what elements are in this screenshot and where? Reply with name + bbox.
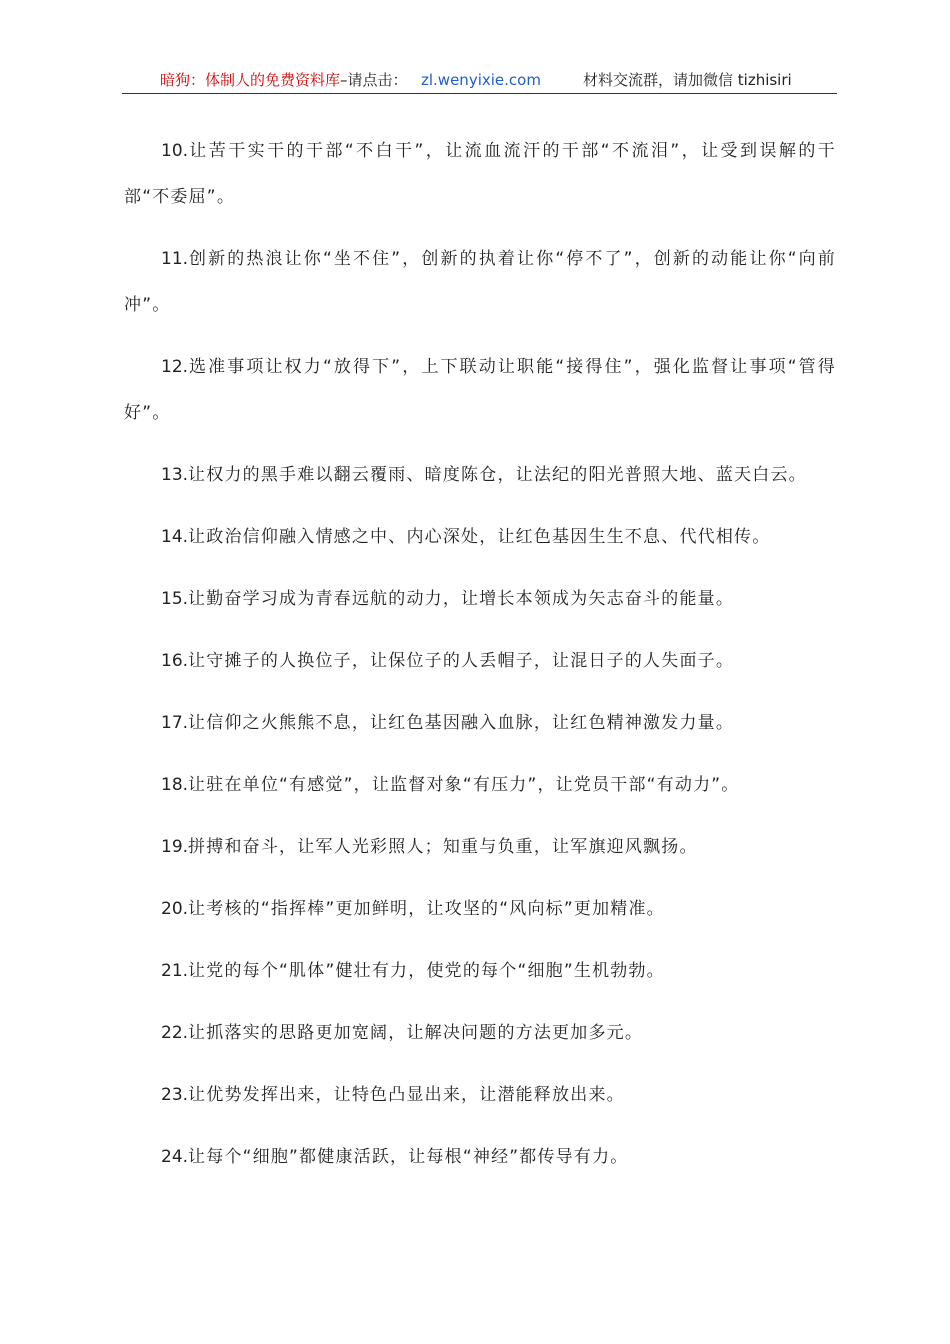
header-link[interactable]: zl.wenyixie.com: [421, 71, 541, 89]
header-brand: [160, 68, 408, 92]
list-item: 10.让苦干实干的干部“不白干”，让流血流汗的干部“不流泪”，让受到误解的干部“不委屈”。: [124, 141, 836, 207]
list-item: 20.让考核的“指挥棒”更加鲜明，让攻坚的“风向标”更加精准。: [161, 899, 665, 919]
list-item: 23.让优势发挥出来，让特色凸显出来，让潜能释放出来。: [161, 1085, 625, 1105]
list-item: 17.让信仰之火熊熊不息，让红色基因融入血脉，让红色精神激发力量。: [161, 713, 735, 733]
list-item: 11.创新的热浪让你“坐不住”，创新的执着让你“停不了”，创新的动能让你“向前冲”。: [124, 249, 836, 315]
header-wechat-group: 材料交流群，请加微信 tizhisiri: [583, 71, 792, 89]
list-item: 14.让政治信仰融入情感之中、内心深处，让红色基因生生不息、代代相传。: [161, 527, 771, 547]
list-item: 22.让抓落实的思路更加宽阔，让解决问题的方法更加多元。: [161, 1023, 644, 1043]
list-item: 19.拼搏和奋斗，让军人光彩照人；知重与负重，让军旗迎风飘扬。: [161, 837, 698, 857]
header-prompt: –请点击：: [340, 71, 408, 89]
list-item: 15.让勤奋学习成为青春远航的动力，让增长本领成为矢志奋斗的能量。: [161, 589, 735, 609]
list-item: 18.让驻在单位“有感觉”，让监督对象“有压力”，让党员干部“有动力”。: [161, 775, 740, 795]
document-body: [124, 128, 836, 1196]
list-item: 21.让党的每个“肌体”健壮有力，使党的每个“细胞”生机勃勃。: [161, 961, 665, 981]
list-item: 13.让权力的黑手难以翻云覆雨、暗度陈仓，让法纪的阳光普照大地、蓝天白云。: [161, 465, 807, 485]
list-item: 24.让每个“细胞”都健康活跃，让每根“神经”都传导有力。: [161, 1147, 629, 1167]
brand-text: 暗狗：体制人的免费资料库: [160, 71, 341, 89]
list-item: 12.选准事项让权力“放得下”，上下联动让职能“接得住”，强化监督让事项“管得好”。: [124, 357, 836, 423]
page-header: [122, 68, 837, 94]
list-item: 16.让守摊子的人换位子，让保位子的人丢帽子，让混日子的人失面子。: [161, 651, 735, 671]
